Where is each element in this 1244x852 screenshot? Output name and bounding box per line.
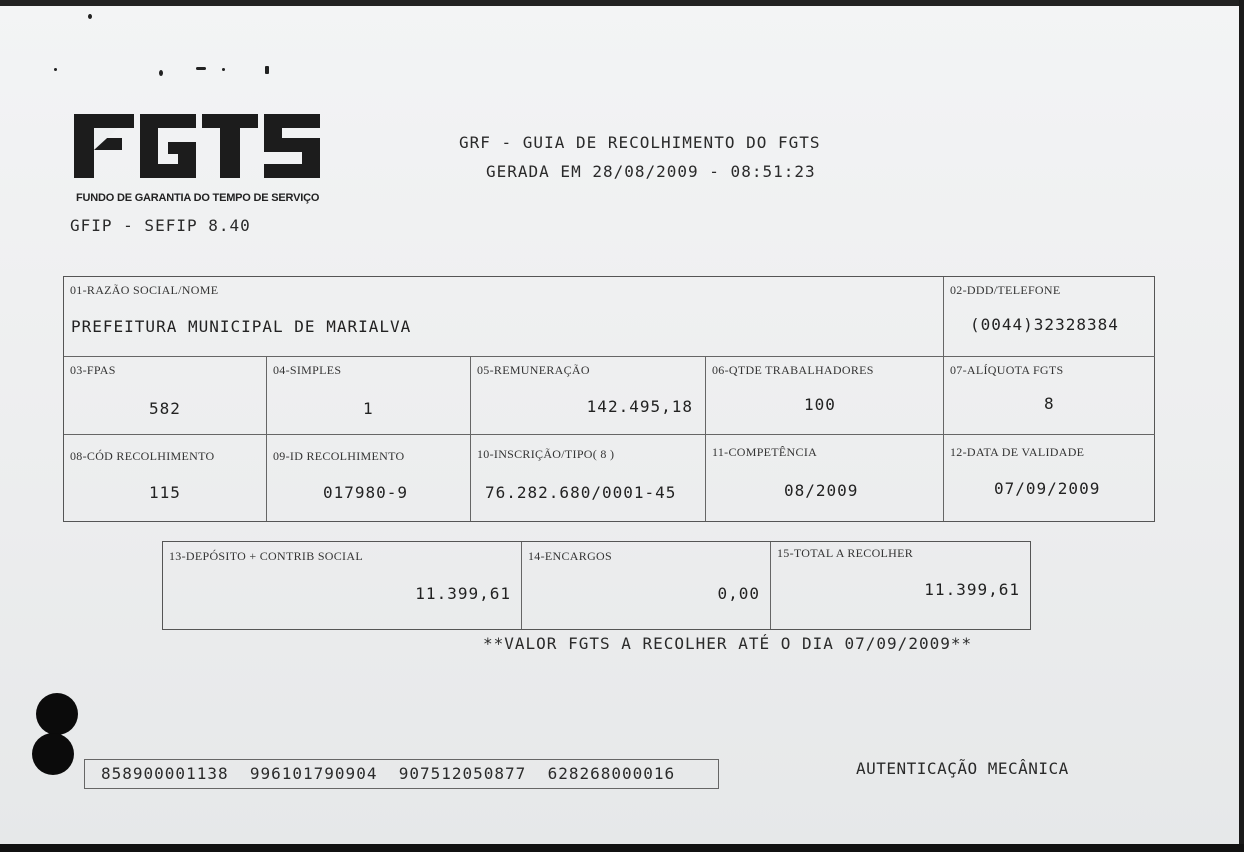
field-inscricao — [471, 435, 706, 521]
scan-edge-bottom — [0, 844, 1244, 852]
field-value: 76.282.680/0001-45 — [485, 483, 677, 502]
scan-edge-top — [0, 0, 1244, 6]
due-date-note: **VALOR FGTS A RECOLHER ATÉ O DIA 07/09/2009** — [483, 634, 973, 653]
field-label: 07-ALÍQUOTA FGTS — [950, 363, 1064, 377]
field-value: 8 — [1044, 394, 1055, 413]
totals-box — [162, 541, 1031, 630]
field-value: 11.399,61 — [924, 580, 1020, 599]
fgts-logo — [74, 110, 324, 204]
logo-subtitle: FUNDO DE GARANTIA DO TEMPO DE SERVIÇO — [76, 192, 320, 204]
field-label: 06-QTDE TRABALHADORES — [712, 363, 874, 377]
field-value: (0044)32328384 — [970, 315, 1119, 334]
field-razao-social — [64, 277, 944, 357]
field-cod-recolhimento — [64, 435, 267, 521]
field-value: 11.399,61 — [415, 584, 511, 603]
barcode-line-box — [84, 759, 719, 789]
fgts-logo-mark — [74, 110, 324, 180]
field-value: 0,00 — [717, 584, 760, 603]
field-value: PREFEITURA MUNICIPAL DE MARIALVA — [71, 317, 412, 336]
field-label: 04-SIMPLES — [273, 363, 342, 377]
scan-speck — [54, 68, 57, 71]
field-label: 14-ENCARGOS — [528, 549, 612, 563]
scan-speck — [159, 70, 163, 76]
field-label: 08-CÓD RECOLHIMENTO — [70, 449, 215, 463]
field-id-recolhimento — [267, 435, 471, 521]
field-value: 08/2009 — [784, 481, 859, 500]
field-value: 115 — [149, 483, 181, 502]
autenticacao-mecanica: AUTENTICAÇÃO MECÂNICA — [856, 759, 1069, 778]
field-value: 1 — [363, 399, 374, 418]
field-label: 15-TOTAL A RECOLHER — [777, 546, 914, 560]
scan-speck — [88, 14, 92, 19]
field-value: 582 — [149, 399, 181, 418]
field-label: 05-REMUNERAÇÃO — [477, 363, 590, 377]
field-label: 11-COMPETÊNCIA — [712, 445, 818, 459]
total-a-recolher — [771, 542, 1030, 629]
field-competencia — [706, 435, 944, 521]
field-data-validade — [944, 435, 1155, 521]
barcode-digits: 858900001138 996101790904 907512050877 628268000016 — [101, 764, 676, 783]
field-label: 13-DEPÓSITO + CONTRIB SOCIAL — [169, 549, 363, 563]
field-aliquota — [944, 357, 1155, 435]
punch-hole — [36, 693, 78, 735]
field-label: 01-RAZÃO SOCIAL/NOME — [70, 283, 219, 297]
field-label: 03-FPAS — [70, 363, 116, 377]
total-deposito — [163, 542, 522, 629]
punch-hole — [32, 733, 74, 775]
gfip-version: GFIP - SEFIP 8.40 — [70, 216, 251, 235]
field-fpas — [64, 357, 267, 435]
fields-grid — [63, 276, 1155, 522]
field-value: 017980-9 — [323, 483, 409, 502]
field-value: 100 — [804, 395, 836, 414]
field-label: 12-DATA DE VALIDADE — [950, 445, 1085, 459]
field-label: 10-INSCRIÇÃO/TIPO( 8 ) — [477, 447, 615, 461]
field-label: 02-DDD/TELEFONE — [950, 283, 1061, 297]
scan-edge-right — [1239, 0, 1244, 852]
field-simples — [267, 357, 471, 435]
field-value: 07/09/2009 — [994, 479, 1101, 498]
scan-speck — [265, 66, 269, 74]
field-remuneracao — [471, 357, 706, 435]
field-value: 142.495,18 — [586, 397, 693, 416]
scan-speck — [196, 67, 206, 70]
field-qtde-trabalhadores — [706, 357, 944, 435]
scan-speck — [222, 68, 225, 71]
field-telefone — [944, 277, 1155, 357]
total-encargos — [522, 542, 771, 629]
document-title: GRF - GUIA DE RECOLHIMENTO DO FGTS — [459, 133, 821, 152]
generated-timestamp: GERADA EM 28/08/2009 - 08:51:23 — [486, 162, 816, 181]
field-label: 09-ID RECOLHIMENTO — [273, 449, 405, 463]
